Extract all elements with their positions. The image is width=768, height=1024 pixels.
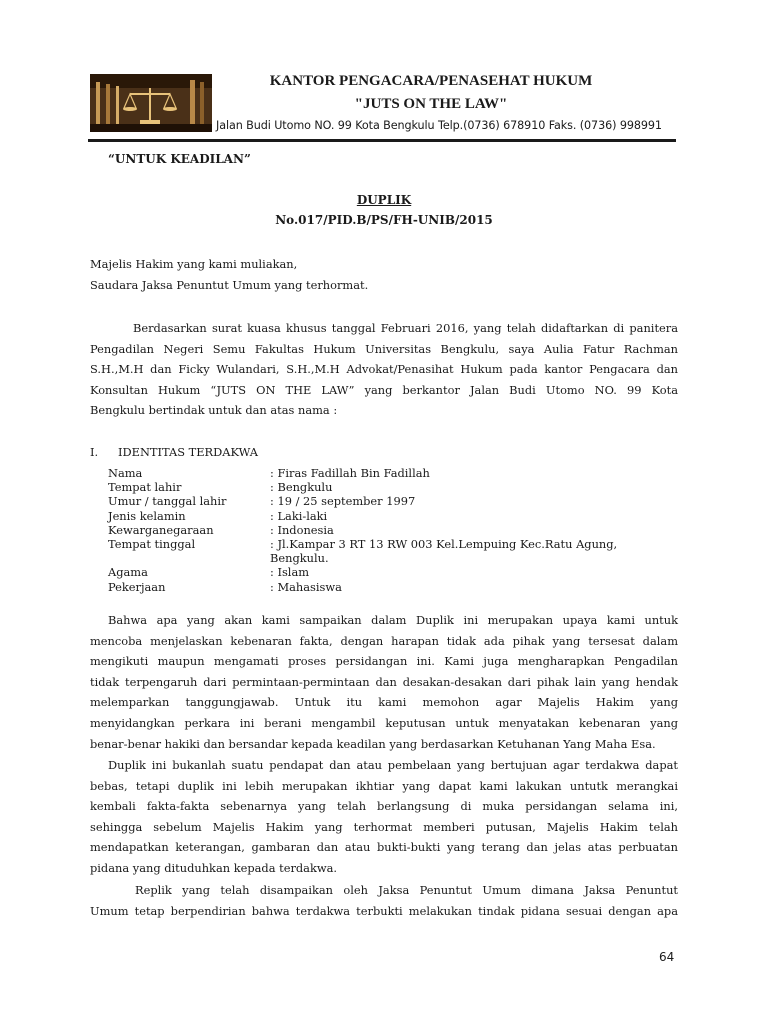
body-paragraph-2 (90, 755, 678, 879)
salutation-judges: Majelis Hakim yang kami muliakan, (90, 257, 298, 271)
intro-paragraph (90, 318, 678, 421)
identity-label: Umur / tanggal lahir (108, 494, 227, 509)
section-number: I. (90, 445, 99, 459)
identity-label: Pekerjaan (108, 579, 166, 594)
document-number: No.017/PID.B/PS/FH-UNIB/2015 (275, 213, 493, 227)
identity-label: Jenis kelamin (108, 508, 186, 523)
scales-of-justice-icon (90, 74, 212, 132)
identity-value: : Jl.Kampar 3 RT 13 RW 003 Kel.Lempuing Kec.Ratu Agung, (270, 536, 618, 551)
intro-line: S.H.,M.H dan Ficky Wulandari, S.H.,M.H Advokat/Penasihat Hukum pada kantor Pengacara dan (90, 362, 678, 377)
body-line: benar-benar hakiki dan bersandar kepada keadilan yang berdasarkan Ketuhanan Yang Maha Esa. (90, 736, 656, 751)
motto: “UNTUK KEADILAN” (108, 152, 251, 166)
body-paragraph-3 (90, 880, 678, 921)
body-line: mengikuti maupun mengamati proses persidangan ini. Kami juga mengharapkan Pengadilan (90, 654, 678, 669)
body-line: mendapatkan keterangan, gambaran dan atau bukti-bukti yang terang dan jelas atas perbuatan (90, 840, 678, 855)
intro-line: Pengadilan Negeri Semu Fakultas Hukum Universitas Bengkulu, saya Aulia Fatur Rachman (90, 341, 678, 356)
body-line: pidana yang dituduhkan kepada terdakwa. (90, 860, 338, 875)
identity-label: Tempat lahir (108, 480, 182, 495)
page-number: 64 (659, 950, 675, 964)
salutation-prosecutor: Saudara Jaksa Penuntut Umum yang terhormat. (90, 278, 369, 292)
intro-line: Bengkulu bertindak untuk dan atas nama : (90, 403, 338, 418)
firm-address: Jalan Budi Utomo NO. 99 Kota Bengkulu Telp.(0736) 678910 Faks. (0736) 998991 (216, 119, 662, 132)
body-line: kembali fakta-fakta sebenarnya yang telah berlangsung di muka persidangan selama ini, (90, 799, 678, 814)
body-line: bebas, tetapi duplik ini lebih merupakan ikhtiar yang dapat kami lakukan untutk merangkai (90, 778, 678, 793)
body-line: Replik yang telah disampaikan oleh Jaksa Penuntut Umum dimana Jaksa Penuntut (135, 883, 678, 897)
header-divider (88, 139, 676, 142)
section-heading: IDENTITAS TERDAKWA (118, 445, 258, 459)
identity-value: : Laki-laki (270, 508, 328, 523)
intro-line: Berdasarkan surat kuasa khusus tanggal Februari 2016, yang telah didaftarkan di panitera (133, 321, 678, 335)
identity-label: Tempat tinggal (108, 536, 196, 551)
body-line: mencoba menjelaskan kebenaran fakta, dengan harapan tidak ada pihak yang tersesat dalam (90, 633, 678, 648)
body-line: tidak terpengaruh dari permintaan-permintaan dan desakan-desakan dari pihak lain yang hendak (90, 674, 678, 689)
identity-value: Bengkulu. (270, 551, 329, 566)
identity-value: : Mahasiswa (270, 579, 342, 594)
firm-tagline: "JUTS ON THE LAW" (354, 96, 508, 112)
document-title: DUPLIK (356, 193, 412, 207)
body-paragraph-1 (90, 610, 678, 754)
body-line: menyidangkan perkara ini berani mengambil keputusan untuk menyatakan kebenaran yang (90, 715, 678, 730)
body-line: Bahwa apa yang akan kami sampaikan dalam Duplik ini merupakan upaya kami untuk (108, 613, 678, 627)
identity-value: : Indonesia (270, 522, 334, 537)
firm-name: KANTOR PENGACARA/PENASEHAT HUKUM (269, 73, 593, 89)
identity-value: : 19 / 25 september 1997 (270, 494, 416, 509)
body-line: melemparkan tanggungjawab. Untuk itu kami memohon agar Majelis Hakim yang (90, 695, 678, 710)
identity-label: Agama (108, 565, 148, 580)
identity-value: : Firas Fadillah Bin Fadillah (270, 466, 430, 480)
firm-logo (90, 74, 212, 132)
intro-line: Konsultan Hukum “JUTS ON THE LAW” yang berkantor Jalan Budi Utomo NO. 99 Kota (90, 382, 678, 397)
identity-value: : Islam (270, 565, 310, 580)
identity-label: Nama (108, 466, 143, 480)
body-line: Duplik ini bukanlah suatu pendapat dan atau pembelaan yang bertujuan agar terdakwa dapat (108, 758, 678, 772)
body-line: Umum tetap berpendirian bahwa terdakwa terbukti melakukan tindak pidana sesuai dengan apa (90, 903, 678, 918)
identity-label: Kewarganegaraan (108, 522, 214, 537)
identity-value: : Bengkulu (270, 480, 333, 495)
body-line: sehingga sebelum Majelis Hakim yang terhormat memberi putusan, Majelis Hakim telah (90, 819, 678, 834)
